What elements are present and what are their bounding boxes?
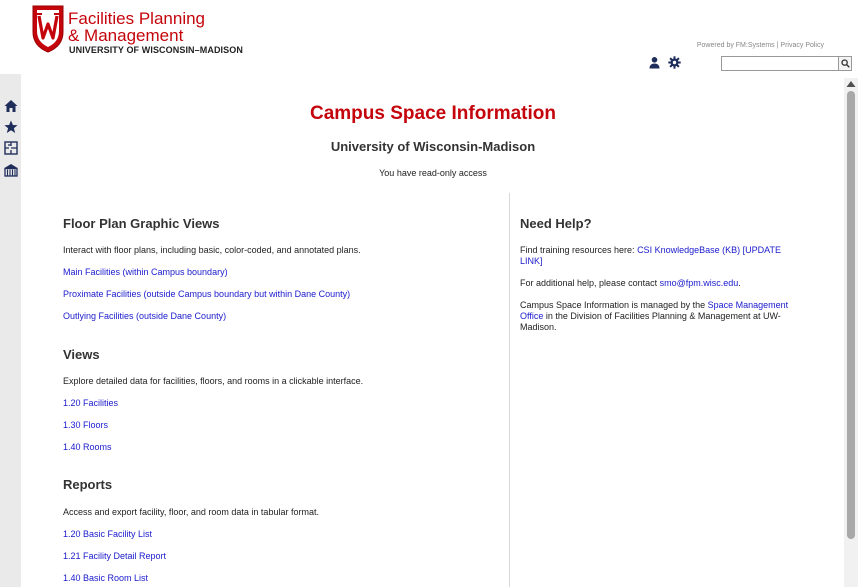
left-nav-rail [0,74,21,587]
help-training-prefix: Find training resources here: [520,245,638,255]
brand-title-line1: Facilities Planning [68,9,206,28]
brand-university: UNIVERSITY OF WISCONSIN–MADISON [69,45,243,55]
fpm-logo[interactable] [30,2,243,55]
scroll-thumb[interactable] [847,91,855,539]
vertical-scrollbar[interactable] [844,78,858,587]
privacy-policy-link[interactable]: Privacy Policy [780,42,824,49]
uw-crest-icon [30,2,66,54]
link-view-floors[interactable]: 1.30 Floors [63,420,109,430]
link-facility-detail-report[interactable]: 1.21 Facility Detail Report [63,551,167,561]
search-input[interactable] [721,56,839,71]
link-basic-room-list[interactable]: 1.40 Basic Room List [63,573,149,583]
gear-icon[interactable] [668,56,681,69]
brand-title-line2: & Management [68,26,184,45]
link-proximate-facilities[interactable]: Proximate Facilities (outside Campus boundary but within Dane County) [63,289,351,299]
help-managed-prefix: Campus Space Information is managed by the [520,300,708,310]
help-contact-prefix: For additional help, please contact [520,278,660,288]
search-button[interactable] [838,56,852,71]
views-heading: Views [63,347,100,362]
link-outlying-facilities[interactable]: Outlying Facilities (outside Dane County) [63,311,227,321]
powered-separator: | [776,42,779,49]
floorplan-icon[interactable] [4,141,18,155]
app-header [0,0,858,75]
help-contact [520,278,800,289]
reports-description: Access and export facility, floor, and room data in tabular format. [63,507,319,517]
powered-by-link[interactable]: Powered by FM:Systems [696,42,775,49]
link-csi-knowledgebase[interactable]: CSI KnowledgeBase (KB) [UPDATE LINK] [520,245,781,266]
link-view-rooms[interactable]: 1.40 Rooms [63,442,112,452]
link-basic-facility-list[interactable]: 1.20 Basic Facility List [63,529,153,539]
help-managed-suffix: in the Division of Facilities Planning & Management at UW-Madison. [520,311,781,332]
star-icon[interactable] [4,120,18,134]
page-subtitle: University of Wisconsin-Madison [330,139,536,154]
floor-plans-heading: Floor Plan Graphic Views [63,216,220,231]
reports-heading: Reports [63,477,113,492]
header-tools [648,56,682,70]
column-divider [509,193,510,587]
link-view-facilities[interactable]: 1.20 Facilities [63,398,119,408]
scroll-up-arrow-icon[interactable] [846,80,856,88]
page-title: Campus Space Information [310,103,556,124]
search-icon [841,59,850,68]
floor-plans-description: Interact with floor plans, including basic, color-coded, and annotated plans. [63,245,361,255]
link-space-management-office[interactable]: Space Management Office [520,300,789,321]
help-managed-by [520,300,800,333]
help-contact-suffix: . [738,278,741,288]
powered-by [697,42,824,49]
help-heading: Need Help? [520,216,592,231]
user-icon[interactable] [648,56,661,69]
link-contact-email[interactable]: smo@fpm.wisc.edu [659,278,739,288]
home-icon[interactable] [4,99,18,113]
access-note: You have read-only access [379,168,487,178]
views-description: Explore detailed data for facilities, floors, and rooms in a clickable interface. [63,376,364,386]
help-training [520,245,800,267]
link-main-facilities[interactable]: Main Facilities (within Campus boundary) [63,267,228,277]
main-content [21,82,845,587]
building-icon[interactable] [4,163,18,177]
